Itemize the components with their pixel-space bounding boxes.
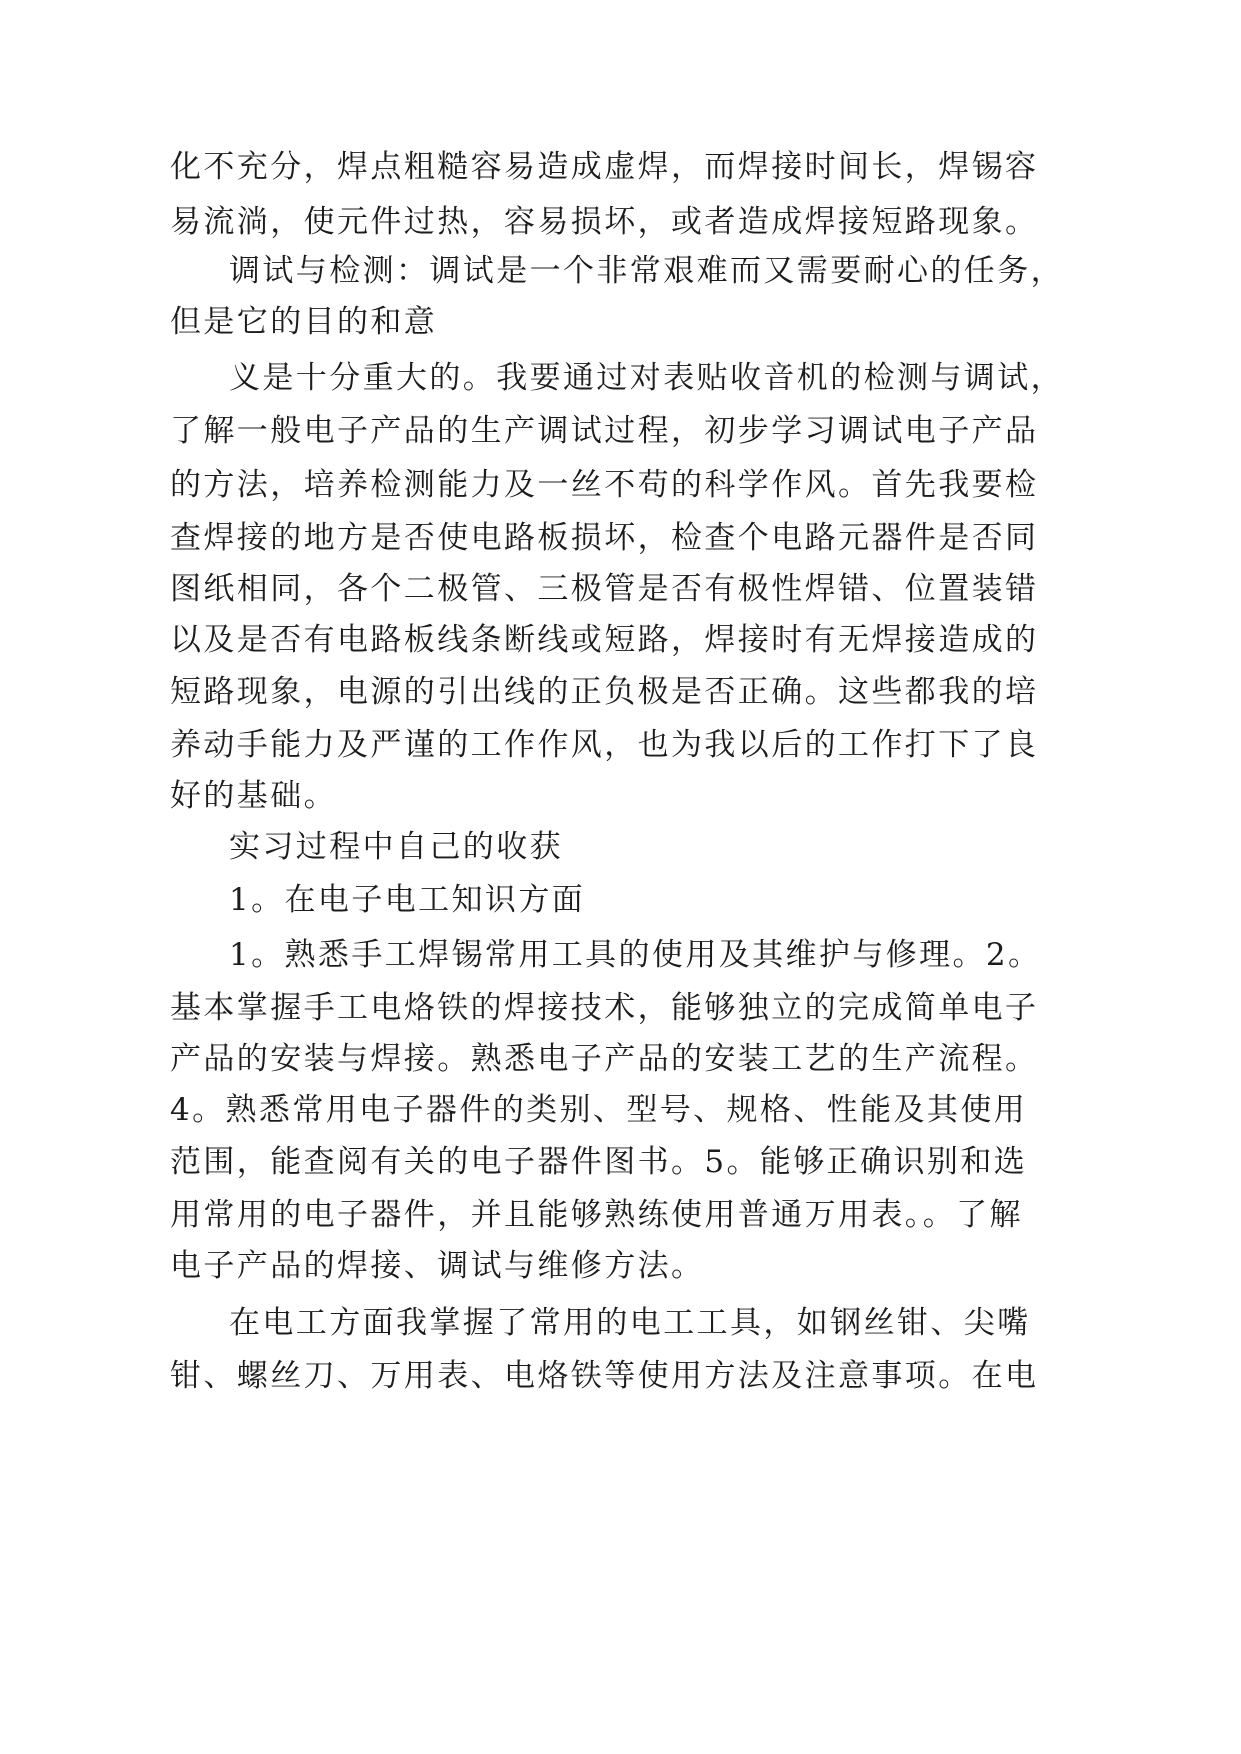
text-line-19: 4。熟悉常用电子器件的类别、型号、规格、性能及其使用 xyxy=(170,1092,1028,1128)
text-line-22: 电子产品的焊接、调试与维修方法。 xyxy=(170,1248,705,1284)
text-line-17: 基本掌握手工电烙铁的焊接技术，能够独立的完成简单电子 xyxy=(170,990,1039,1026)
text-line-14: 实习过程中自己的收获 xyxy=(229,829,563,865)
text-line-6: 了解一般电子产品的生产调试过程，初步学习调试电子产品 xyxy=(170,413,1039,449)
text-line-23: 在电工方面我掌握了常用的电工工具，如钢丝钳、尖嘴 xyxy=(229,1305,1031,1341)
text-line-13: 好的基础。 xyxy=(170,778,337,814)
text-line-20: 范围，能查阅有关的电子器件图书。5。能够正确识别和选 xyxy=(170,1144,1028,1180)
text-line-7: 的方法，培养检测能力及一丝不苟的科学作风。首先我要检 xyxy=(170,467,1039,503)
text-line-3: 调试与检测：调试是一个非常艰难而又需要耐心的任务， xyxy=(229,253,1064,289)
text-line-9: 图纸相同，各个二极管、三极管是否有极性焊错、位置装错 xyxy=(170,571,1039,607)
text-line-1: 化不充分，焊点粗糙容易造成虚焊，而焊接时间长，焊锡容 xyxy=(170,149,1039,185)
text-line-5: 义是十分重大的。我要通过对表贴收音机的检测与调试， xyxy=(229,360,1064,396)
text-line-4: 但是它的目的和意 xyxy=(170,304,438,340)
text-line-8: 查焊接的地方是否使电路板损坏，检查个电路元器件是否同 xyxy=(170,520,1039,556)
text-line-11: 短路现象，电源的引出线的正负极是否正确。这些都我的培 xyxy=(170,674,1039,710)
text-line-12: 养动手能力及严谨的工作作风，也为我以后的工作打下了良 xyxy=(170,727,1039,763)
text-line-15: 1。在电子电工知识方面 xyxy=(229,882,586,918)
text-line-24: 钳、螺丝刀、万用表、电烙铁等使用方法及注意事项。在电 xyxy=(170,1358,1039,1394)
text-line-10: 以及是否有电路板线条断线或短路，焊接时有无焊接造成的 xyxy=(170,622,1039,658)
text-line-16: 1。熟悉手工焊锡常用工具的使用及其维护与修理。2。 xyxy=(229,937,1042,973)
text-line-2: 易流淌，使元件过热，容易损坏，或者造成焊接短路现象。 xyxy=(170,204,1039,240)
text-line-18: 产品的安装与焊接。熟悉电子产品的安装工艺的生产流程。 xyxy=(170,1041,1039,1077)
text-line-21: 用常用的电子器件，并且能够熟练使用普通万用表。。了解 xyxy=(170,1197,1023,1233)
